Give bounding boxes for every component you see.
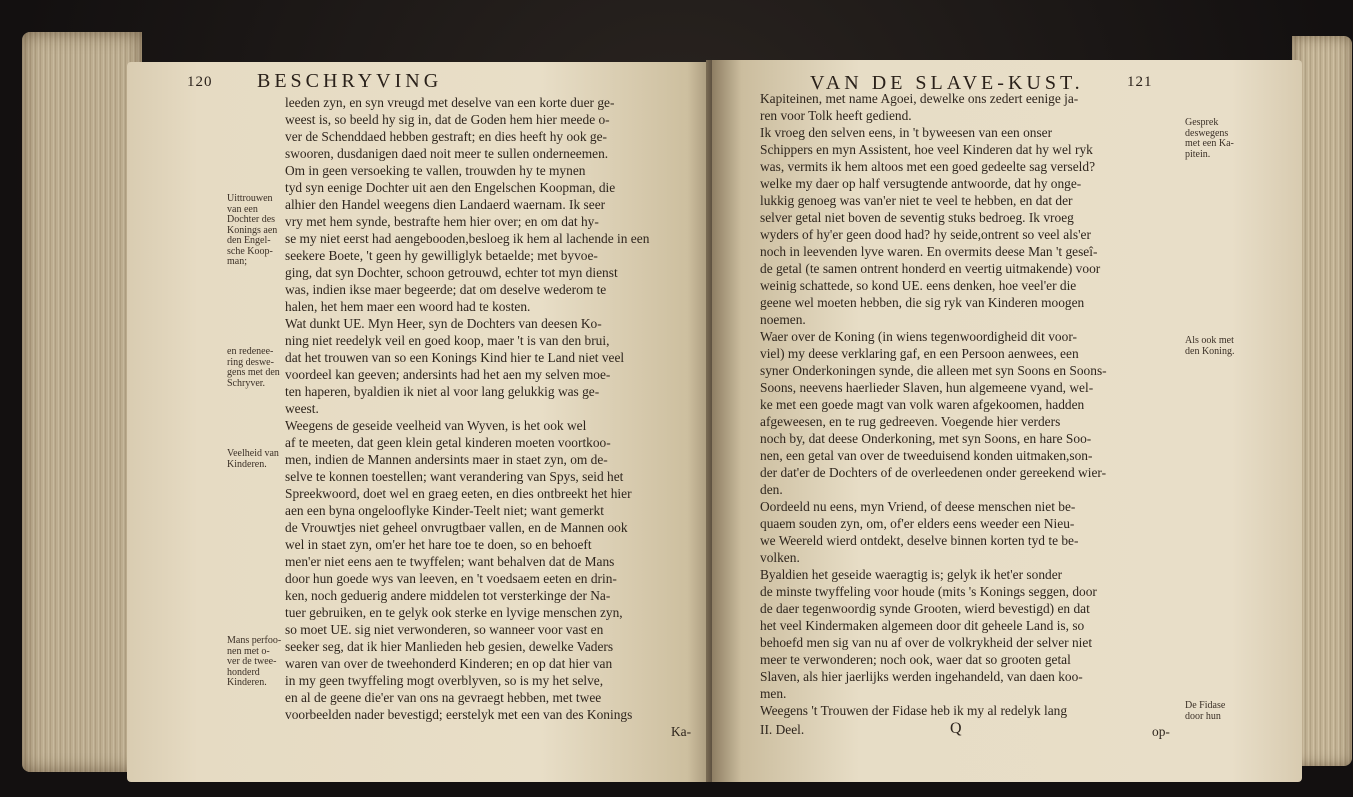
margin-note	[227, 347, 291, 389]
running-head: BESCHRYVING	[257, 70, 443, 92]
margin-note-line: sche Koop-	[227, 245, 273, 257]
text-line: Wat dunkt UE. Myn Heer, syn de Dochters van deesen Ko-	[285, 316, 602, 331]
running-head: VAN DE SLAVE-KUST.	[810, 72, 1084, 94]
text-line: de Vrouwtjes niet geheel onvrugtbaer vallen, en de Mannen ook	[285, 520, 628, 535]
text-line: weest.	[285, 401, 319, 416]
text-line: de daer tegenwoordig synde Grooten, wierd bevestigd) en dat	[760, 601, 1090, 616]
text-line: Weegens 't Trouwen der Fidase heb ik my al redelyk lang	[760, 703, 1068, 718]
text-line: halen, het hem maer een woord had te kosten.	[285, 299, 531, 314]
text-line: ken, noch geduerig andere middelen tot versterkinge der Na-	[285, 588, 611, 603]
text-line: meer te verwonderen; noch ook, waer dat so grooten getal	[760, 652, 1071, 667]
text-line: noemen.	[760, 312, 806, 327]
text-line: ning niet reedelyk veil en goed koop, maer 't is van den brui,	[285, 333, 610, 348]
text-line: Om in geen versoeking te vallen, trouwden hy te mynen	[285, 163, 586, 178]
text-line: wel in staet zyn, om'er het hare toe te doen, so en behoeft	[285, 537, 592, 552]
margin-note-line: man;	[227, 256, 247, 267]
margin-note-line: Schryver.	[227, 377, 266, 389]
text-line: behoefd men sig van nu af over de volkrykheid der selver niet	[760, 635, 1093, 650]
text-line: afgeweesen, en te rug gedreeven. Voegende hier verders	[760, 414, 1061, 429]
text-line: Waer over de Koning (in wiens tegenwoordigheid dit voor-	[760, 329, 1077, 344]
margin-note-line: Als ook met	[1185, 335, 1234, 346]
text-line: den.	[760, 482, 783, 497]
margin-note-line: Uittrouwen	[227, 193, 273, 204]
signature-mark: Q	[950, 720, 962, 737]
margin-note-line: ver de twee-	[227, 656, 277, 667]
text-line: ke met een goede magt van volk waren afgekoomen, hadden	[760, 397, 1085, 412]
text-line: door hun goede wys van leeven, en 't voedsaem eeten en drin-	[285, 571, 617, 586]
margin-note-line: gens met den	[227, 367, 280, 378]
text-line: weest is, so beeld hy sig in, dat de Goden hem hier meede o-	[285, 112, 610, 127]
margin-note-line: ring deswe-	[227, 356, 274, 368]
margin-note-line: pitein.	[1185, 148, 1211, 160]
text-line: waren van over de tweehonderd Kinderen; en op dat hier van	[285, 656, 613, 671]
margin-note-line: den Koning.	[1185, 345, 1235, 357]
text-line: de getal (te samen ontrent honderd en veertig uitmakende) voor	[760, 261, 1101, 276]
text-line: ten haperen, byaldien ik niet al voor lang gelukkig was ge-	[285, 384, 600, 399]
text-line: lukkig genoeg was van'er niet te veel te hebben, en dat der	[760, 193, 1073, 208]
text-line: in my geen twyffeling mogt overblyven, so is my het selve,	[285, 673, 604, 688]
margin-note-line: door hun	[1185, 710, 1221, 722]
margin-note-line: Kinderen.	[227, 677, 267, 688]
text-line: Byaldien het geseide waeragtig is; gelyk ik het'er sonder	[760, 567, 1063, 582]
text-line: ging, dat syn Dochter, schoon getrouwd, echter tot myn dienst	[285, 265, 618, 280]
text-line: wyders of hy'er geen dood had? hy seide,ontrent so veel als'er	[760, 227, 1091, 242]
margin-note-line: honderd	[227, 666, 260, 678]
catchword: Ka-	[671, 724, 692, 739]
text-line: en al de geene die'er van ons na gevraegt hebben, met twee	[285, 690, 602, 705]
margin-note	[227, 636, 291, 689]
margin-note	[1185, 701, 1249, 722]
left-page-edges	[22, 32, 142, 772]
right-page-text	[760, 90, 1180, 719]
text-line: geene wel moeten hebben, die sig ryk van Kinderen moogen	[760, 295, 1085, 310]
text-line: men.	[760, 686, 787, 701]
text-line: quaem souden zyn, om, of'er elders eens weeder een Nieu-	[760, 516, 1075, 531]
margin-note-line: den Engel-	[227, 235, 271, 246]
margin-note	[1185, 118, 1249, 160]
text-line: viel) my deese verklaring gaf, en een Persoon aenwees, een	[760, 346, 1079, 361]
margin-note	[227, 449, 291, 470]
text-line: seekere Boete, 't geen hy gewilliglyk betaelde; met byvoe-	[285, 248, 598, 263]
margin-note-line: met een Ka-	[1185, 138, 1234, 149]
text-line: nen, een getal van over de tweeduisend konden uitmaken,son-	[760, 448, 1093, 463]
text-line: Kapiteinen, met name Agoei, dewelke ons zedert eenige ja-	[760, 91, 1079, 106]
text-line: welke my daer op half versugtende antwoorde, dat hy onge-	[760, 176, 1082, 191]
margin-note-line: en redenee-	[227, 346, 274, 357]
page-number: 120	[187, 74, 213, 90]
margin-note-line: Dochter des	[227, 214, 276, 225]
text-line: aen een byna ongelooflyke Kinder-Teelt niet; want gemerkt	[285, 503, 604, 518]
text-line: Spreekwoord, doet wel en graeg eeten, en dies ontbreekt het hier	[285, 486, 632, 501]
text-line: ver de Schenddaed hebben gestraft; en dies heeft hy ook ge-	[285, 129, 607, 144]
text-line: volken.	[760, 550, 800, 565]
page-number: 121	[1127, 74, 1153, 90]
text-line: Soons, neevens haerlieder Slaven, hun algemeene vyand, wel-	[760, 380, 1094, 395]
left-page-text	[285, 94, 705, 723]
left-page	[127, 62, 717, 782]
text-line: ren voor Tolk heeft gediend.	[760, 108, 912, 123]
volume-footer: II. Deel.	[760, 722, 805, 737]
text-line: af te meeten, dat geen klein getal kinderen moeten voortkoo-	[285, 435, 611, 450]
margin-note-line: Mans perfoo-	[227, 635, 282, 646]
open-book	[22, 22, 1352, 782]
margin-note-line: Veelheid van	[227, 448, 279, 459]
text-line: Slaven, als hier jaerlijks werden ingehandeld, van daen koo-	[760, 669, 1083, 684]
text-line: so moet UE. sig niet verwonderen, so wanneer voor vast en	[285, 622, 604, 637]
text-line: tyd syn eenige Dochter uit aen den Engelschen Koopman, die	[285, 180, 616, 195]
text-line: leeden zyn, en syn vreugd met deselve van een korte duer ge-	[285, 95, 615, 110]
margin-note	[1185, 336, 1249, 357]
text-line: was, indien ikse maer begeerde; dat om deselve wederom te	[285, 282, 607, 297]
text-line: swooren, dusdanigen daed noit meer te sullen onderneemen.	[285, 146, 609, 161]
text-line: was, vermits ik hem altoos met een goed gedeelte sag verseld?	[760, 159, 1096, 174]
text-line: alhier den Handel weegens dien Landaerd waernam. Ik seer	[285, 197, 606, 212]
text-line: selve te konnen toestellen; want verandering van Spys, seid het	[285, 469, 624, 484]
text-line: Schippers en myn Assistent, hoe veel Kinderen dat hy wel ryk	[760, 142, 1093, 157]
margin-note-line: van een	[227, 203, 258, 215]
text-line: we Weereld wierd ontdekt, deselve binnen korten tyd te be-	[760, 533, 1079, 548]
margin-note-line: deswegens	[1185, 127, 1229, 139]
text-line: weinig schattede, so kond UE. eens denken, hoe veel'er die	[760, 278, 1077, 293]
right-page	[712, 60, 1302, 782]
margin-note-line: Kinderen.	[227, 458, 267, 470]
text-line: noch by, dat deese Onderkoning, met syn Soons, en hare Soo-	[760, 431, 1092, 446]
text-line: se my niet eerst had aengebooden,besloeg ik hem al lachende in een	[285, 231, 650, 246]
text-line: der dat'er de Dochters of de overleedenen onder gereekend wier-	[760, 465, 1107, 480]
text-line: Weegens de geseide veelheid van Wyven, is het ook wel	[285, 418, 587, 433]
text-line: selver getal niet boven de seventig stuks bedroeg. Ik vroeg	[760, 210, 1074, 225]
text-line: dat het trouwen van so een Konings Kind hier te Land niet veel	[285, 350, 625, 365]
text-line: tuer gebruiken, en te gelyk ook sterke en lyvige menschen zyn,	[285, 605, 623, 620]
catchword: op-	[1152, 724, 1170, 739]
text-line: men'er niet eens aen te twyffelen; want behalven dat de Mans	[285, 554, 615, 569]
margin-note-line: nen met o-	[227, 645, 270, 657]
text-line: noch in leevenden lyve waren. En overmits deese Man 't geseî-	[760, 244, 1098, 259]
text-line: seeker seg, dat ik hier Manlieden heb gesien, dewelke Vaders	[285, 639, 614, 654]
text-line: voordeel kan geeven; andersints had het aen my selven moe-	[285, 367, 611, 382]
text-line: Oordeeld nu eens, myn Vriend, of deese menschen niet be-	[760, 499, 1076, 514]
text-line: vry met hem synde, bestrafte hem hier over; en om dat hy-	[285, 214, 599, 229]
text-line: voorbeelden nader bevestigd; eerstelyk met een van des Konings	[285, 707, 633, 722]
text-line: de minste twyffeling voor houde (mits 's Konings seggen, door	[760, 584, 1097, 599]
text-line: men, indien de Mannen andersints maer in staet zyn, om de-	[285, 452, 608, 467]
margin-note	[227, 194, 291, 268]
margin-note-line: Gesprek	[1185, 117, 1219, 128]
text-line: het veel Kindermaken algemeen door dit geheele Land is, so	[760, 618, 1085, 633]
margin-note-line: De Fidase	[1185, 700, 1226, 711]
text-line: Ik vroeg den selven eens, in 't byweesen van een onser	[760, 125, 1053, 140]
margin-note-line: Konings aen	[227, 224, 278, 236]
text-line: syner Onderkoningen synde, die alleen met syn Soons en Soons-	[760, 363, 1107, 378]
